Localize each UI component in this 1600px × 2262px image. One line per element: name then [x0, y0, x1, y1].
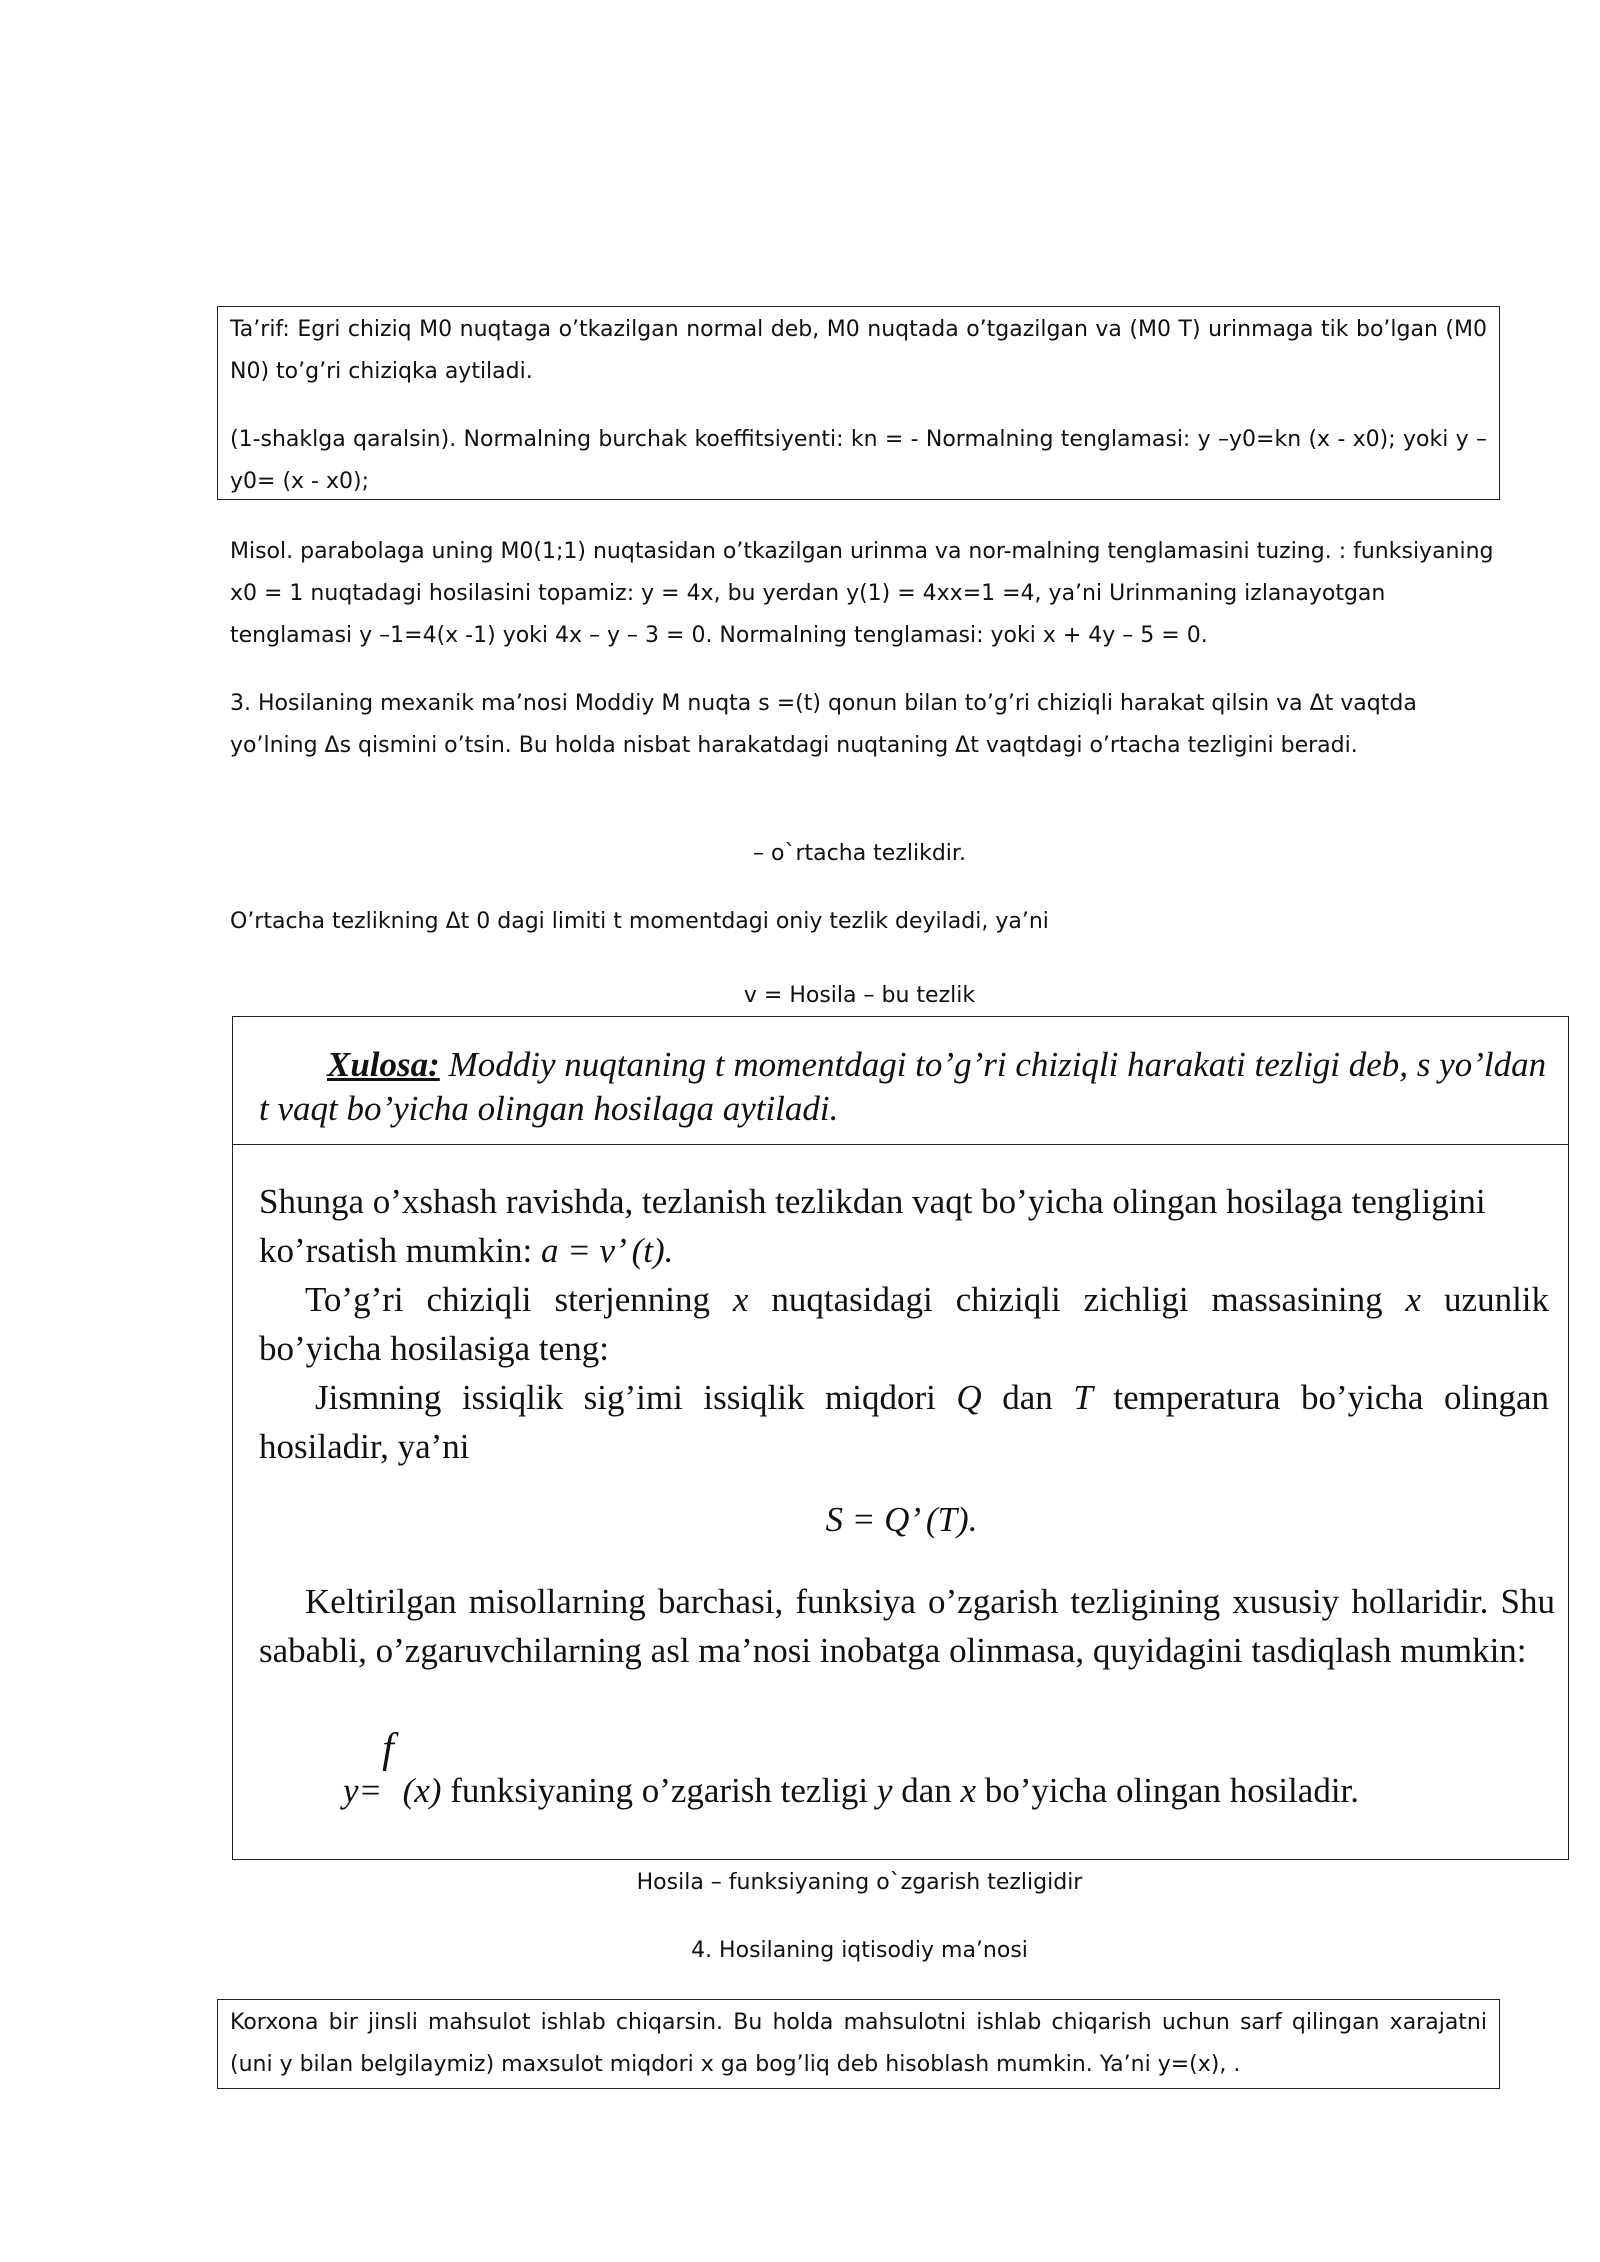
heat-var-t: T	[1073, 1378, 1093, 1417]
statement-x2: x	[960, 1771, 977, 1810]
definition-paragraph: Ta’rif: Egri chiziq M0 nuqtaga o’tkazilgan normal deb, M0 nuqtada o’tgazilgan va (M0 T) urinmaga tik bo’lgan (M0 N0) to’g’ri chiziqka aytiladi.	[230, 317, 1487, 384]
instant-speed-paragraph: O’rtacha tezlikning Δt 0 dagi limiti t momentdagi oniy tezlik deyiladi, ya’ni	[230, 909, 1049, 934]
conclusion-text	[259, 1043, 1549, 1131]
statement-x: (x)	[393, 1771, 442, 1810]
statement-y2: y	[876, 1771, 893, 1810]
density-text-c: uzunlik bo’yicha hosilasiga teng:	[259, 1280, 1550, 1368]
acceleration-paragraph	[259, 1177, 1559, 1275]
mechanical-meaning-paragraph: 3. Hosilaning mexanik ma’nosi Moddiy M nuqta s =(t) qonun bilan to’g’ri chiziqli harakat qilsin va Δt vaqtda yo’lning Δs qismini o’tsin. Bu holda nisbat harakatdagi nuqtaning Δt vaqtdagi o’rtacha tezligini beradi.	[230, 691, 1417, 758]
economic-meaning-heading: 4. Hosilaning iqtisodiy ma’nosi	[691, 1938, 1028, 1963]
heat-capacity-paragraph	[259, 1373, 1549, 1471]
heat-text-c: temperatura bo’yicha olingan hosiladir, ya’ni	[259, 1378, 1549, 1466]
derivative-statement	[343, 1726, 1543, 1815]
conclusion-body: Moddiy nuqtaning t momentdagi to’g’ri chiziqli harakati tezligi deb, s yo’ldan t vaqt bo’yicha olingan hosilaga aytiladi.	[259, 1045, 1547, 1128]
example-paragraph: Misol. parabolaga uning M0(1;1) nuqtasidan o’tkazilgan urinma va nor-malning tenglamasini tuzing. : funksiyaning x0 = 1 nuqtadagi hosilasini topamiz: y = 4x, bu yerdan y(1) = 4xx=1 =4, ya’ni Urinmaning izlanayotgan tenglamasi y –1=4(x -1) yoki 4x – y – 3 = 0. Normalning tenglamasi: yoki x + 4y – 5 = 0.	[230, 539, 1494, 648]
heat-text-a: Jismning issiqlik sig’imi issiqlik miqdori	[315, 1378, 957, 1417]
density-text-a: To’g’ri chiziqli sterjenning	[305, 1280, 733, 1319]
heat-capacity-formula: S = Q’ (T).	[825, 1500, 978, 1539]
velocity-derivative-line: v = Hosila – bu tezlik	[743, 983, 976, 1008]
acceleration-formula: a = v’ (t).	[540, 1231, 674, 1270]
average-speed-line: – o`rtacha tezlikdir.	[753, 841, 966, 866]
heat-var-q: Q	[956, 1378, 982, 1417]
statement-y: y=	[343, 1771, 383, 1810]
statement-text-c: bo’yicha olingan hosiladir.	[976, 1771, 1360, 1810]
definition-box	[217, 306, 1500, 500]
economic-paragraph: Korxona bir jinsli mahsulot ishlab chiqarsin. Bu holda mahsulotni ishlab chiqarish uchun sarf qilingan xarajatni (uni y bilan belgilaymiz) maxsulot miqdori x ga bog’liq deb hisoblash mumkin. Ya’ni y=(x), .	[230, 2010, 1487, 2077]
economic-box	[217, 1999, 1500, 2089]
summary-paragraph: Keltirilgan misollarning barchasi, funksiya o’zgarish tezligining xususiy hollaridir. Shu sababli, o’zgaruvchilarning asl ma’nosi inobatga olinmasa, quyidagini tasdiqlash mumkin:	[259, 1582, 1555, 1670]
density-var-x2: x	[1405, 1280, 1422, 1319]
linear-density-paragraph	[259, 1275, 1549, 1373]
statement-f: f	[382, 1726, 394, 1772]
conclusion-row	[233, 1017, 1568, 1145]
normal-slope-paragraph: (1-shaklga qaralsin). Normalning burchak koeffitsiyenti: kn = - Normalning tenglamasi: y –y0=kn (x - x0); yoki y –y0= (x - x0);	[230, 427, 1487, 494]
derivative-caption: Hosila – funksiyaning o`zgarish tezligidir	[636, 1870, 1083, 1895]
statement-text-a: funksiyaning o’zgarish tezligi	[441, 1771, 877, 1810]
density-var-x1: x	[732, 1280, 749, 1319]
conclusion-label: Xulosa:	[327, 1045, 440, 1084]
heat-text-b: dan	[981, 1378, 1074, 1417]
conclusion-box	[232, 1016, 1569, 1860]
acceleration-text: Shunga o’xshash ravishda, tezlanish tezlikdan vaqt bo’yicha olingan hosilaga tengligini ko’rsatish mumkin:	[259, 1182, 1486, 1270]
statement-text-b: dan	[892, 1771, 961, 1810]
density-text-b: nuqtasidagi chiziqli zichligi massasining	[748, 1280, 1406, 1319]
